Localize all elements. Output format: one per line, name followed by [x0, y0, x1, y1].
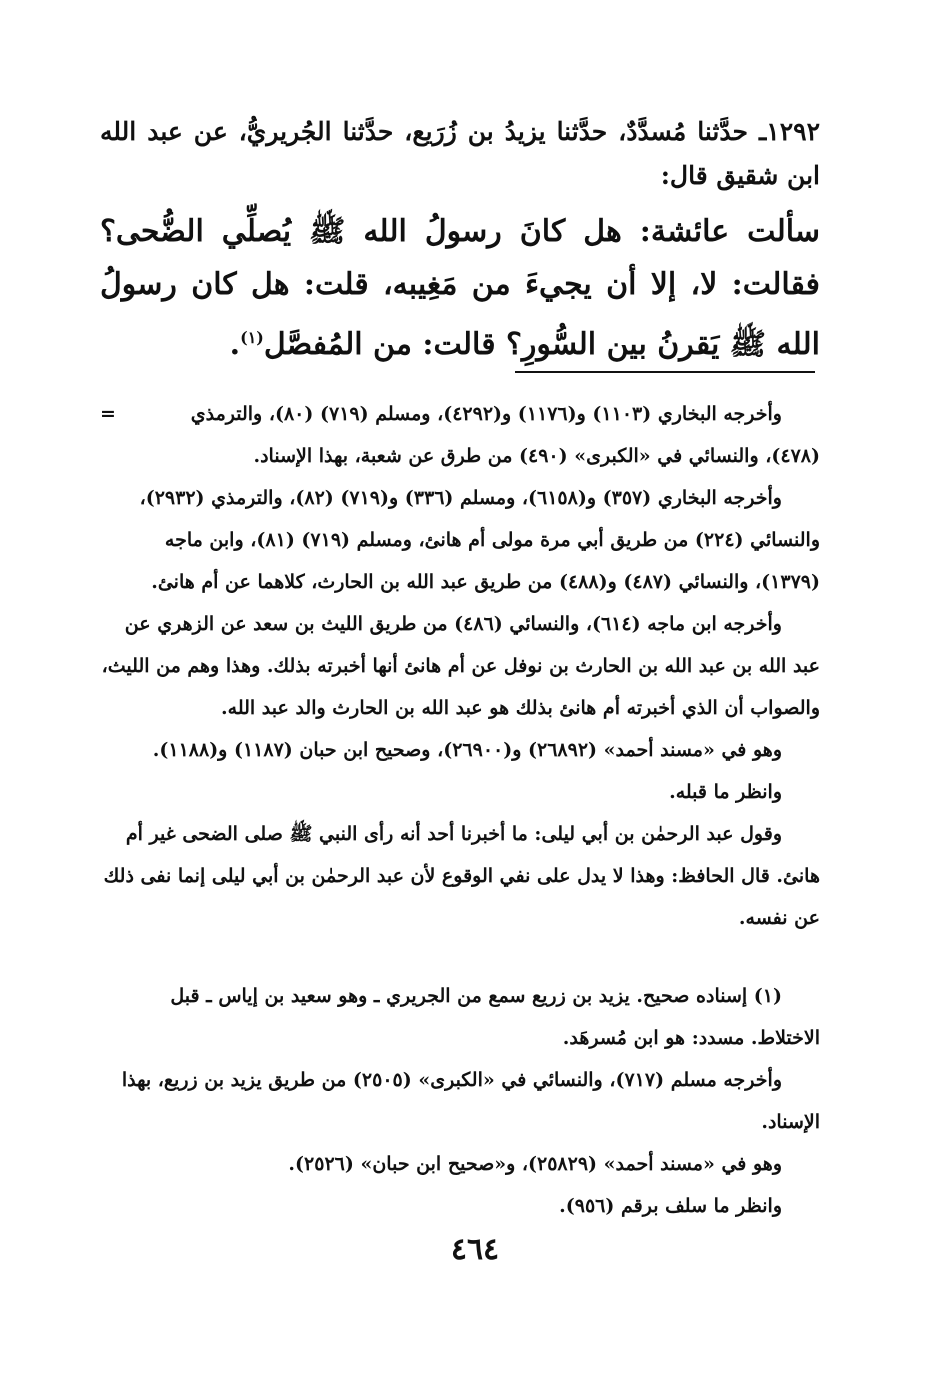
- footnote-paragraph: (١) إسناده صحيح. يزيد بن زريع سمع من الجريري ـ وهو سعيد بن إياس ـ قبل الاختلاط. مسدد: هو ابن مُسرهَد.: [170, 985, 820, 1049]
- hadith-matn-text: سألت عائشة: هل كانَ رسولُ الله ﷺ يُصلِّي الضُّحى؟ فقالت: لا، إلا أن يجيءَ من مَغِيبه، قلت: هل كان رسولُ الله ﷺ يَقرنُ بين السُّورِ؟ قالت: من المُفصَّل: [100, 214, 820, 362]
- hadith-matn: [100, 205, 820, 371]
- footnotes-continued: [100, 393, 820, 939]
- hadith-end-mark: .: [229, 327, 241, 362]
- hadith-isnad: ١٢٩٢ـ حدَّثنا مُسدَّدٌ، حدَّثنا يزيدُ بن زُرَيع، حدَّثنا الجُريريُّ، عن عبد الله ابن شقيق قال:: [100, 117, 820, 190]
- continuation-mark: =: [100, 403, 116, 425]
- footnote-paragraph: وأخرجه ابن ماجه (٦١٤)، والنسائي (٤٨٦) من طريق الليث بن سعد عن الزهري عن عبد الله بن عبد الله بن الحارث بن نوفل عن أم هانئ أنها أخبرته بذلك. وهذا وهم من الليث، والصواب أن الذي أخبرته أم هانئ بذلك هو عبد الله بن الحارث والد عبد الله.: [101, 613, 820, 719]
- footnote-paragraph: وقول عبد الرحمٰن بن أبي ليلى: ما أخبرنا أحد أنه رأى النبي ﷺ صلى الضحى غير أم هانئ. قال الحافظ: وهذا لا يدل على نفي الوقوع لأن عبد الرحمٰن بن أبي ليلى إنما نفى ذلك عن نفسه.: [103, 823, 820, 929]
- footnote-paragraph: وانظر ما سلف برقم (٩٥٦).: [559, 1195, 782, 1217]
- footnote-paragraph: [100, 393, 820, 477]
- footnote-reference[interactable]: (١): [240, 328, 264, 347]
- footnote-1: [100, 975, 820, 1227]
- footnote-paragraph: وأخرجه البخاري (٣٥٧) و(٦١٥٨)، ومسلم (٣٣٦) و(٧١٩) (٨٢)، والترمذي (٢٩٣٢)، والنسائي (٢٢٤) من طريق أبي مرة مولى أم هانئ، ومسلم (٧١٩) (٨١)، وابن ماجه (١٣٧٩)، والنسائي (٤٨٧) و(٤٨٨) من طريق عبد الله بن الحارث، كلاهما عن أم هانئ.: [139, 487, 820, 593]
- footnote-text: وأخرجه البخاري (١١٠٣) و(١١٧٦) و(٤٢٩٢)، ومسلم (٧١٩) (٨٠)، والترمذي (٤٧٨)، والنسائي في «الكبرى» (٤٩٠) من طرق عن شعبة، بهذا الإسناد.: [190, 403, 820, 467]
- footnote-paragraph: وانظر ما قبله.: [669, 781, 782, 803]
- footnote-paragraph: وأخرجه مسلم (٧١٧)، والنسائي في «الكبرى» (٢٥٠٥) من طريق يزيد بن زريع، بهذا الإسناد.: [121, 1069, 820, 1133]
- footnote-paragraph: وهو في «مسند أحمد» (٢٦٨٩٢) و(٢٦٩٠٠)، وصحيح ابن حبان (١١٨٧) و(١١٨٨).: [152, 739, 782, 761]
- page-number: ٤٦٤: [450, 1232, 500, 1267]
- footnote-paragraph: وهو في «مسند أحمد» (٢٥٨٢٩)، و«صحيح ابن حبان» (٢٥٢٦).: [288, 1153, 782, 1175]
- footnote-separator: [515, 371, 815, 373]
